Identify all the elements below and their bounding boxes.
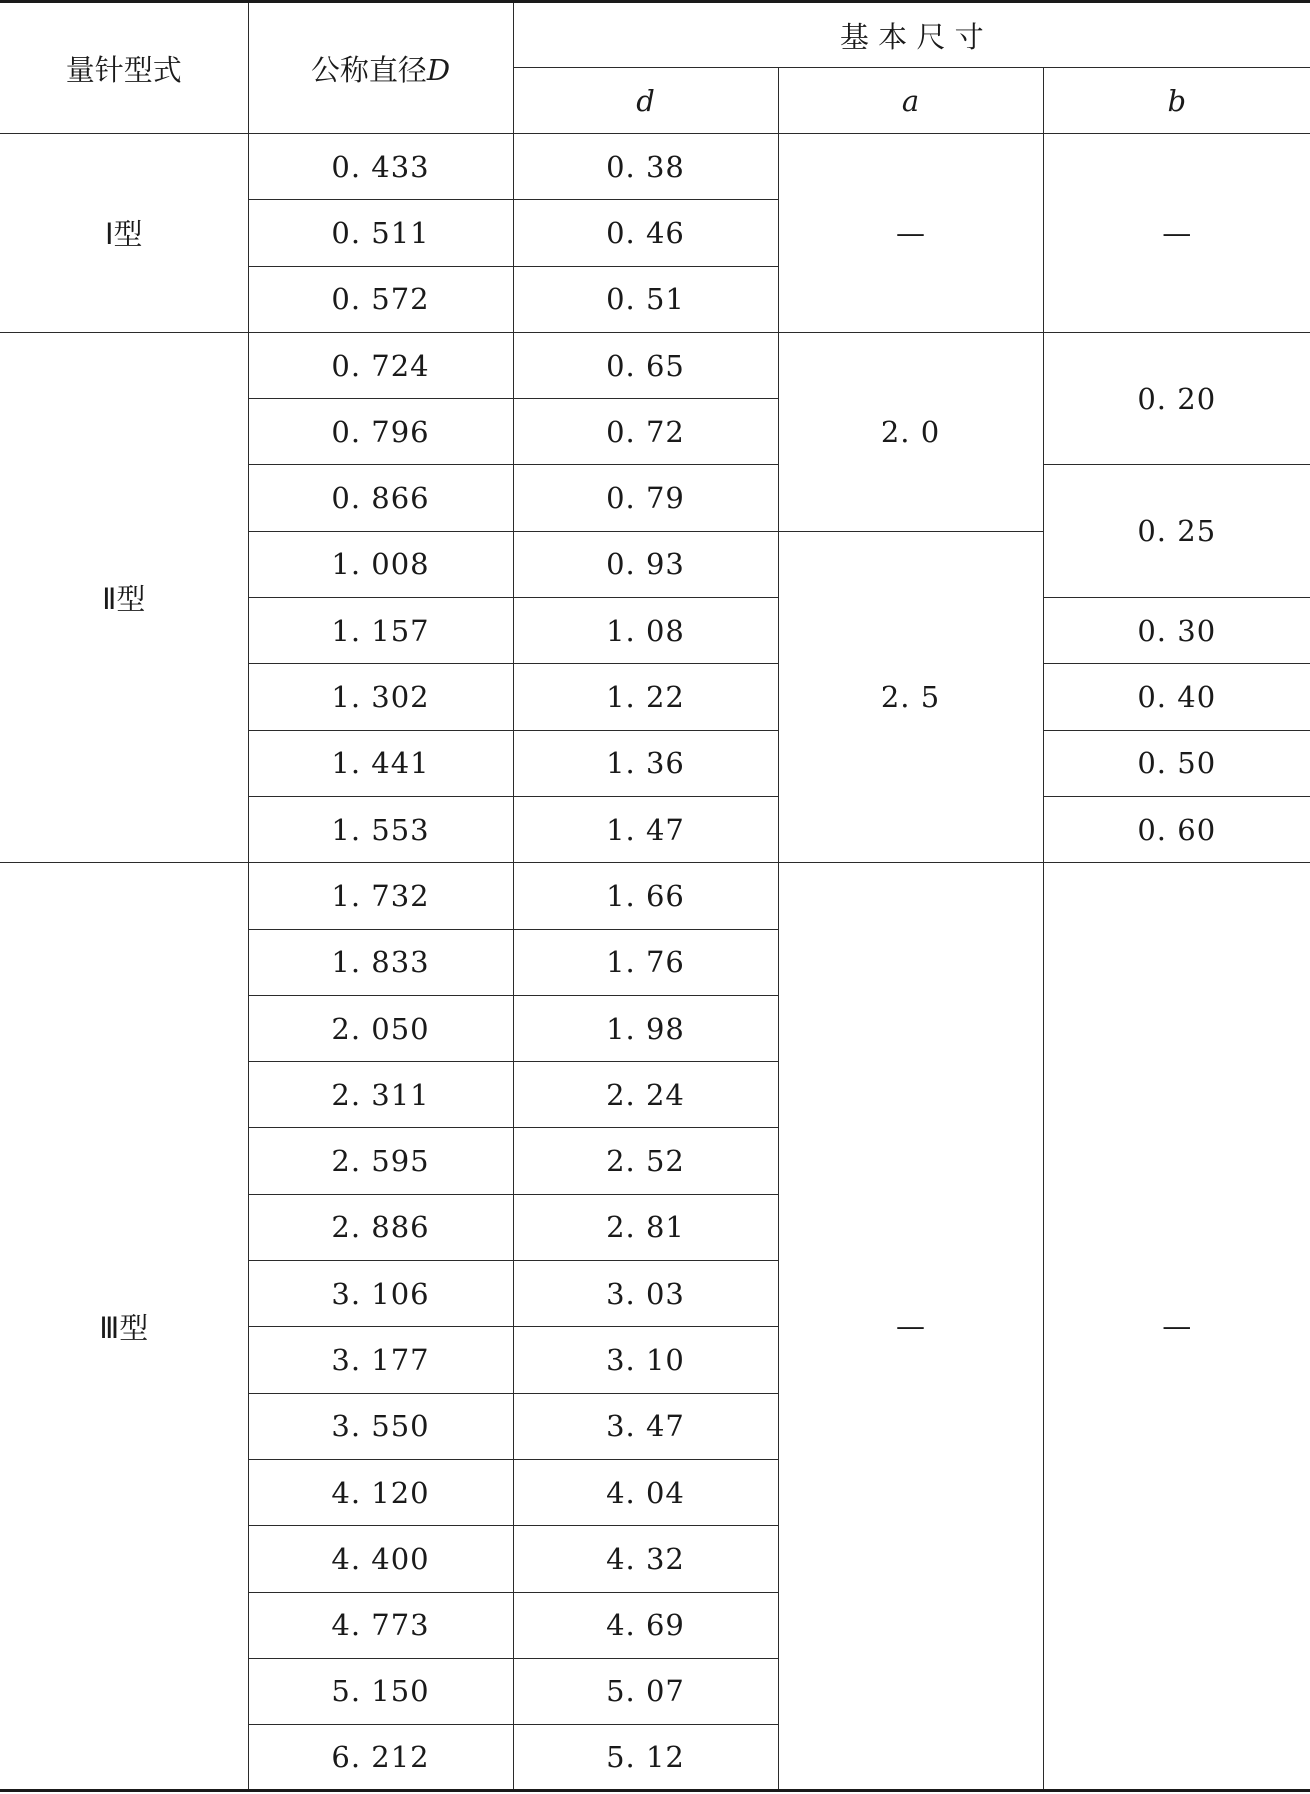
cell-a-type-3: — — [778, 863, 1043, 1791]
cell-D: 1. 732 — [248, 863, 513, 929]
table-row — [0, 134, 1310, 200]
group-label-type-2: Ⅱ型 — [0, 332, 248, 862]
cell-d: 0. 93 — [513, 531, 778, 597]
header-gauge-type: 量针型式 — [0, 2, 248, 134]
cell-D: 5. 150 — [248, 1658, 513, 1724]
cell-d: 1. 36 — [513, 730, 778, 796]
cell-a-type-1: — — [778, 134, 1043, 333]
header-col-d: d — [513, 68, 778, 134]
cell-D: 0. 433 — [248, 134, 513, 200]
cell-D: 3. 106 — [248, 1261, 513, 1327]
cell-d: 0. 72 — [513, 399, 778, 465]
cell-d: 1. 08 — [513, 598, 778, 664]
header-nominal-diameter — [248, 2, 513, 134]
cell-d: 3. 03 — [513, 1261, 778, 1327]
cell-D: 1. 302 — [248, 664, 513, 730]
table-row — [0, 332, 1310, 398]
cell-D: 6. 212 — [248, 1725, 513, 1791]
table-row — [0, 863, 1310, 929]
cell-D: 0. 866 — [248, 465, 513, 531]
cell-d: 1. 76 — [513, 929, 778, 995]
cell-D: 2. 595 — [248, 1128, 513, 1194]
cell-d: 0. 79 — [513, 465, 778, 531]
group-label-type-3: Ⅲ型 — [0, 863, 248, 1791]
cell-b-type-1: — — [1043, 134, 1310, 333]
cell-D: 0. 572 — [248, 266, 513, 332]
cell-D: 2. 311 — [248, 1062, 513, 1128]
cell-D: 2. 050 — [248, 995, 513, 1061]
cell-b-0-50: 0. 50 — [1043, 730, 1310, 796]
cell-d: 1. 98 — [513, 995, 778, 1061]
cell-b-0-60: 0. 60 — [1043, 796, 1310, 862]
cell-D: 4. 120 — [248, 1459, 513, 1525]
cell-b-0-40: 0. 40 — [1043, 664, 1310, 730]
cell-D: 1. 833 — [248, 929, 513, 995]
cell-D: 4. 400 — [248, 1526, 513, 1592]
header-basic-dimensions: 基 本 尺 寸 — [513, 2, 1310, 68]
header-col-b: b — [1043, 68, 1310, 134]
header-nominal-label: 公称直径 — [310, 52, 427, 87]
cell-D: 1. 157 — [248, 598, 513, 664]
group-label-type-1: Ⅰ型 — [0, 134, 248, 333]
cell-D: 1. 553 — [248, 796, 513, 862]
cell-b-0-30: 0. 30 — [1043, 598, 1310, 664]
cell-d: 1. 22 — [513, 664, 778, 730]
cell-d: 5. 12 — [513, 1725, 778, 1791]
cell-d: 5. 07 — [513, 1658, 778, 1724]
cell-d: 4. 32 — [513, 1526, 778, 1592]
header-col-a: a — [778, 68, 1043, 134]
cell-D: 3. 550 — [248, 1393, 513, 1459]
cell-d: 4. 04 — [513, 1459, 778, 1525]
cell-d: 3. 10 — [513, 1327, 778, 1393]
cell-d: 1. 66 — [513, 863, 778, 929]
cell-a-2-0: 2. 0 — [778, 332, 1043, 531]
cell-d: 4. 69 — [513, 1592, 778, 1658]
cell-D: 1. 008 — [248, 531, 513, 597]
cell-D: 2. 886 — [248, 1194, 513, 1260]
cell-d: 2. 52 — [513, 1128, 778, 1194]
cell-a-2-5: 2. 5 — [778, 531, 1043, 862]
cell-b-0-20: 0. 20 — [1043, 332, 1310, 465]
cell-d: 2. 24 — [513, 1062, 778, 1128]
cell-d: 0. 46 — [513, 200, 778, 266]
cell-d: 0. 51 — [513, 266, 778, 332]
cell-D: 1. 441 — [248, 730, 513, 796]
cell-d: 1. 47 — [513, 796, 778, 862]
header-nominal-var: D — [426, 52, 451, 87]
cell-D: 3. 177 — [248, 1327, 513, 1393]
header-row-1 — [0, 2, 1310, 68]
cell-d: 0. 65 — [513, 332, 778, 398]
cell-D: 0. 724 — [248, 332, 513, 398]
cell-d: 2. 81 — [513, 1194, 778, 1260]
cell-d: 3. 47 — [513, 1393, 778, 1459]
cell-b-type-3: — — [1043, 863, 1310, 1791]
cell-D: 4. 773 — [248, 1592, 513, 1658]
cell-D: 0. 511 — [248, 200, 513, 266]
cell-b-0-25: 0. 25 — [1043, 465, 1310, 598]
cell-d: 0. 38 — [513, 134, 778, 200]
cell-D: 0. 796 — [248, 399, 513, 465]
